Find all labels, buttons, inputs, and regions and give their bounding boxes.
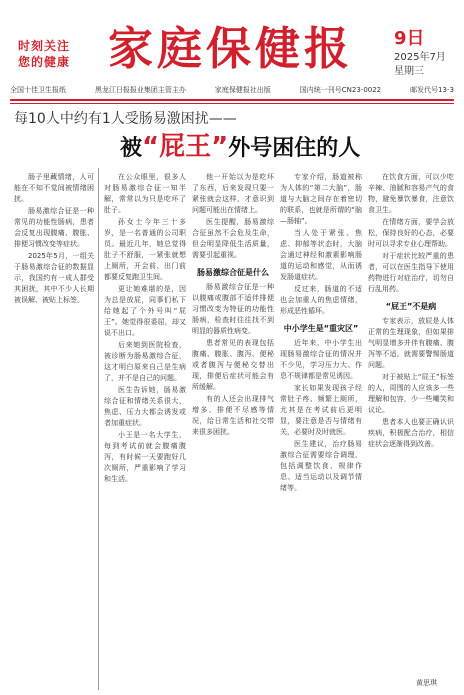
paragraph: 肠易激综合征是一种以腹痛或腹部不适伴排便习惯改变为特征的功能性肠病，检查时往往找不到明显的器质性病变。 bbox=[192, 283, 274, 335]
headline-post: 外号困住的人 bbox=[228, 136, 361, 161]
paragraph: 医生提醒，肠易激综合征虽然不会危及生命，但会明显降低生活质量，需要引起重视。 bbox=[192, 218, 274, 259]
paragraph: 患者常见的表现包括腹痛、腹胀、腹泻、便秘或者腹泻与便秘交替出现，排便后症状可能会有所缓解。 bbox=[192, 339, 274, 391]
info-item: 家庭保健报社出版 bbox=[214, 86, 271, 94]
paragraph: 当人处于紧张、焦虑、抑郁等状态时，大脑会通过神经和激素影响肠道的运动和感觉，从而诱发肠道症状。 bbox=[280, 229, 362, 281]
paragraph: 肠子里藏情绪，人可能在不知不觉间被情绪困扰。 bbox=[14, 173, 94, 203]
byline: 黄思琪 bbox=[416, 679, 437, 687]
paragraph: 医生告诉她，肠易激综合征和情绪关系很大，焦虑、压力大都会诱发或者加重症状。 bbox=[104, 386, 186, 427]
paragraph: 对于被贴上“屁王”标签的人，周围的人应该多一些理解和包容，少一些嘲笑和议论。 bbox=[368, 373, 454, 414]
paper-name: 家庭保健报 bbox=[108, 22, 354, 75]
paragraph: 家长如果发现孩子经常肚子疼、频繁上厕所，尤其是在考试前后更明显，要注意是否与情绪有关，必要时及时就医。 bbox=[280, 384, 362, 436]
paragraph: 孙女士今年三十多岁，是一名普通的公司职员。最近几年，她总觉得肚子不舒服，一紧张就想上厕所，开会前、出门前都要反复跑卫生间。 bbox=[104, 218, 186, 281]
subheading: 中小学生是“重灾区” bbox=[283, 324, 359, 333]
motto-line: 时刻关注 bbox=[18, 39, 71, 53]
info-item: 国内统一刊号CN23-0022 bbox=[299, 86, 382, 94]
subheading: 肠易激综合征是什么 bbox=[197, 268, 269, 277]
article-column-4 bbox=[368, 172, 454, 686]
paragraph: 小王是一名大学生，每到考试前就会腹痛腹泻，有时候一天要跑好几次厕所，严重影响了学习和生活。 bbox=[104, 431, 186, 483]
issue-day: 9日 bbox=[394, 28, 425, 49]
column-rule bbox=[98, 168, 99, 690]
paragraph: 专家表示，放屁是人体正常的生理现象，但如果排气明显增多并伴有腹痛、腹泻等不适，就需要警惕肠道问题。 bbox=[368, 317, 454, 369]
info-item: 全国十佳卫生报纸 bbox=[10, 86, 66, 94]
paragraph: 他一开始以为是吃坏了东西，后来发现只要一紧张就会这样，才意识到问题可能出在情绪上。 bbox=[192, 173, 274, 214]
paragraph: 肠易激综合征是一种常见的功能性肠病，患者会反复出现腹痛、腹胀、排便习惯改变等症状。 bbox=[14, 207, 94, 248]
paragraph: 专家介绍，肠道被称为人体的“第二大脑”，肠道与大脑之间存在着密切的联系，也就是所谓的“脑—肠轴”。 bbox=[280, 173, 362, 225]
masthead-rule bbox=[10, 99, 454, 101]
article-column-2 bbox=[192, 172, 274, 686]
paragraph: 反过来，肠道的不适也会加重人的焦虑情绪，形成恶性循环。 bbox=[280, 285, 362, 315]
paragraph: 2025年5月，一组关于肠易激综合征的数据显示，我国约有一成人群受其困扰，其中不少人长期被误解、被贴上标签。 bbox=[14, 252, 94, 304]
paragraph: 医生建议，治疗肠易激综合征需要综合调理，包括调整饮食、规律作息、适当运动以及调节情绪等。 bbox=[280, 440, 362, 492]
info-item: 邮发代号13-3 bbox=[410, 86, 454, 94]
headline-pre: 被 bbox=[120, 136, 143, 161]
motto bbox=[18, 38, 70, 70]
subheading: “屁王”不是病 bbox=[385, 302, 437, 311]
motto-line: 您的健康 bbox=[18, 55, 71, 69]
paragraph: 更让她难堪的是，因为总是放屁，同事们私下给她起了个外号叫“屁王”。她觉得很委屈，却又说不出口。 bbox=[104, 285, 186, 337]
side-column bbox=[14, 172, 94, 686]
masthead bbox=[0, 0, 464, 96]
issue-week: 星期三 bbox=[394, 66, 424, 77]
paragraph: 后来她到医院检查，被诊断为肠易激综合征，这才明白原来自己是生病了，并不是自己的问题。 bbox=[104, 341, 186, 382]
info-item: 黑龙江日报报业集团主管主办 bbox=[94, 86, 186, 94]
info-bar bbox=[10, 85, 454, 97]
paragraph: 患者本人也要正确认识疾病，积极配合治疗，相信症状会逐渐得到改善。 bbox=[368, 418, 454, 448]
article-headline bbox=[120, 126, 360, 163]
paragraph: 在饮食方面，可以少吃辛辣、油腻和容易产气的食物，避免暴饮暴食，注意饮食卫生。 bbox=[368, 173, 454, 214]
issue-date: 2025年7月 bbox=[394, 52, 446, 63]
article-column-1 bbox=[104, 172, 186, 686]
article-column-3 bbox=[280, 172, 362, 686]
paragraph: 近年来，中小学生出现肠易激综合征的情况并不少见，学习压力大、作息不规律都是常见诱因。 bbox=[280, 339, 362, 380]
article-kicker: 每10人中约有1人受肠易激困扰—— bbox=[14, 111, 237, 127]
paragraph: 有的人还会出现排气增多、排便不尽感等情况，给日常生活和社交带来很多困扰。 bbox=[192, 395, 274, 436]
paragraph: 在情绪方面，要学会放松，保持良好的心态，必要时可以寻求专业心理帮助。 bbox=[368, 218, 454, 248]
headline-quote: “屁王” bbox=[142, 132, 229, 162]
masthead-rule-thin bbox=[10, 103, 454, 104]
paragraph: 在公众眼里，很多人对肠易激综合征一知半解，常常以为只是吃坏了肚子。 bbox=[104, 173, 186, 214]
paragraph: 对于症状比较严重的患者，可以在医生指导下使用药物进行对症治疗，切勿自行乱用药。 bbox=[368, 252, 454, 293]
